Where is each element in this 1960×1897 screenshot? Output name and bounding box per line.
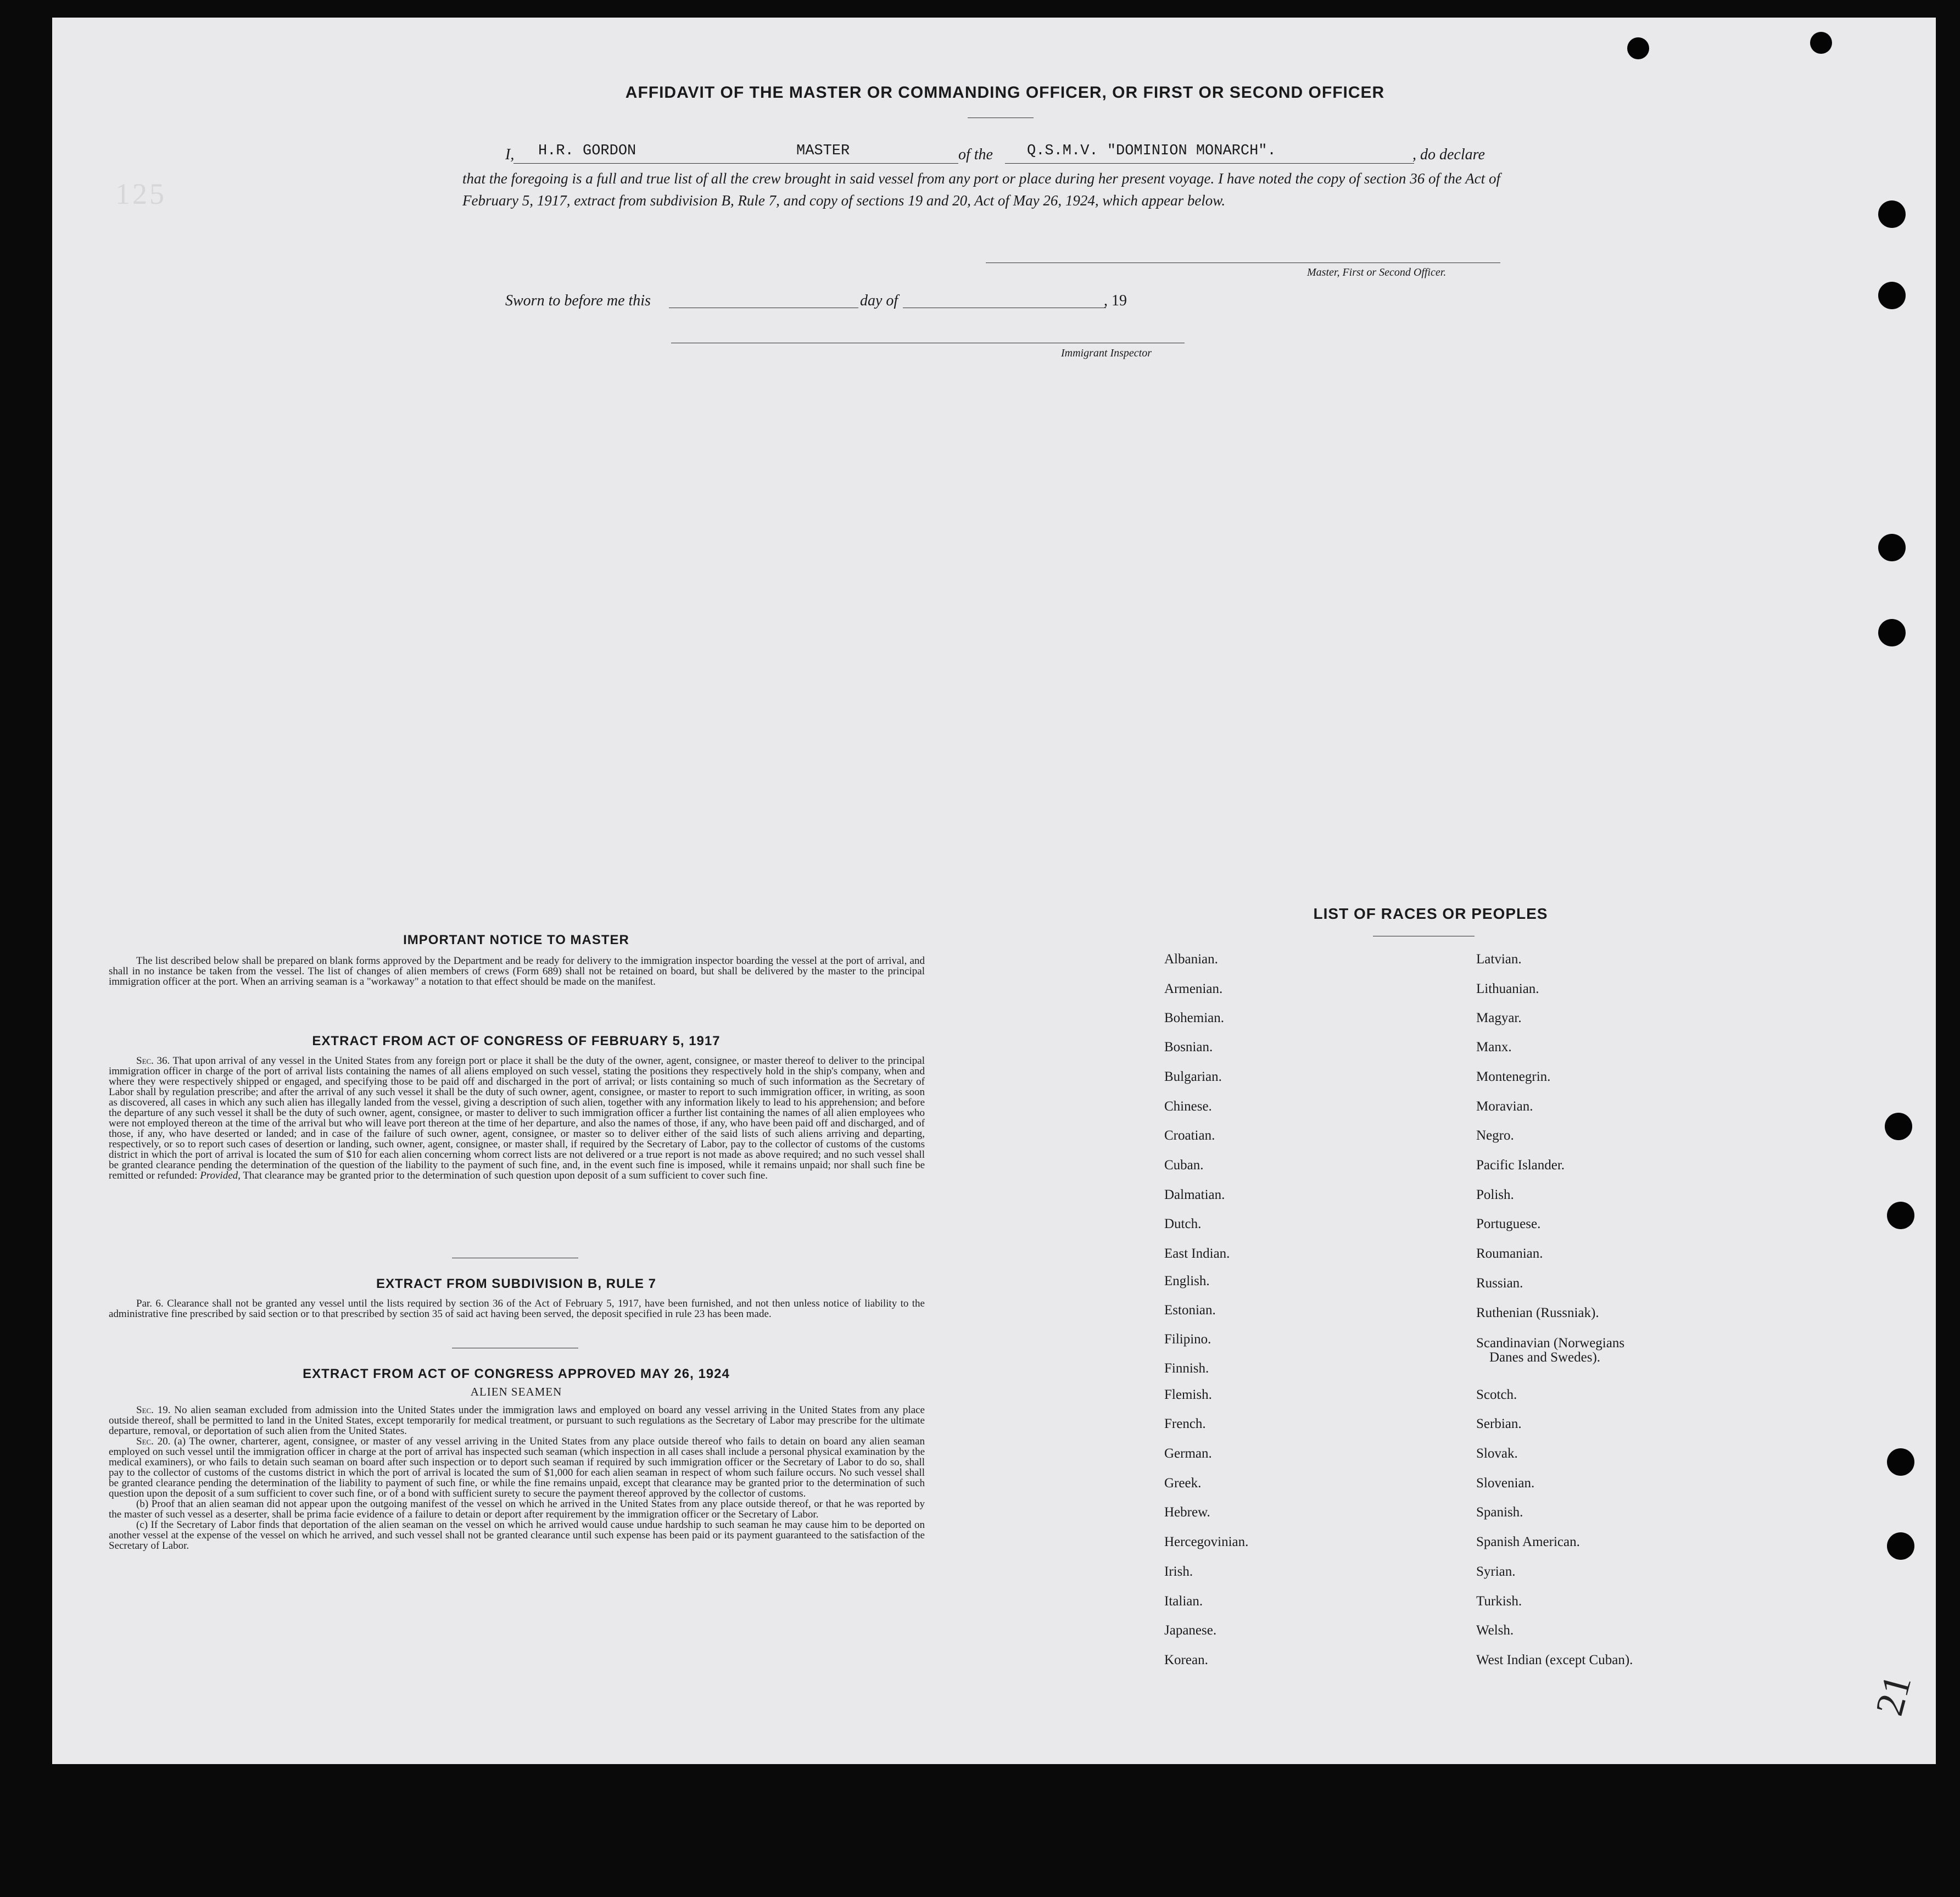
race-item: Flemish. xyxy=(1164,1387,1212,1402)
sec20-label: Sec. 20. xyxy=(136,1436,171,1447)
vessel-line xyxy=(1005,163,1414,164)
punch-hole xyxy=(1810,32,1832,54)
act-1924-sec20a xyxy=(109,1436,925,1499)
sworn-label: Sworn to before me this xyxy=(505,292,651,309)
race-item: Finnish. xyxy=(1164,1361,1209,1376)
act-1924-sec20b: (b) Proof that an alien seaman did not appear upon the outgoing manifest of the vessel on which he arrived in the United States from any place outside thereof, or that he was reported by the master of such vessel as a deserter, shall be prima facie evidence of a failure to detain or deport after requirement by the immigration officer or the Secretary of Labor. xyxy=(109,1498,925,1520)
act-1924-body xyxy=(109,1405,925,1551)
race-item: Croatian. xyxy=(1164,1128,1215,1143)
race-item: English. xyxy=(1164,1274,1210,1288)
race-item: Filipino. xyxy=(1164,1332,1211,1347)
race-item: Estonian. xyxy=(1164,1303,1216,1318)
master-name: H.R. GORDON xyxy=(538,143,636,159)
race-item: Danes and Swedes). xyxy=(1489,1350,1601,1365)
race-item: Slovak. xyxy=(1476,1446,1518,1461)
race-item: Italian. xyxy=(1164,1594,1203,1609)
race-item: German. xyxy=(1164,1446,1212,1461)
act-1924-subtitle: ALIEN SEAMEN xyxy=(470,1385,562,1398)
act-1917-tail: That clearance may be granted prior to the determination of such question upon deposit of a sum sufficient to cover such fine. xyxy=(243,1170,768,1181)
race-item: Polish. xyxy=(1476,1187,1514,1202)
punch-hole xyxy=(1887,1448,1914,1476)
punch-hole xyxy=(1887,1532,1914,1560)
act-1917-provided: Provided, xyxy=(200,1170,241,1181)
inspector-caption: Immigrant Inspector xyxy=(1061,347,1152,359)
handwritten-page-number: 21 xyxy=(1867,1670,1920,1720)
name-line xyxy=(513,163,958,164)
notice-title: IMPORTANT NOTICE TO MASTER xyxy=(403,933,629,947)
master-position: MASTER xyxy=(796,143,850,159)
race-item: Ruthenian (Russniak). xyxy=(1476,1305,1599,1320)
race-item: Serbian. xyxy=(1476,1416,1522,1431)
act-1917-title: EXTRACT FROM ACT OF CONGRESS OF FEBRUARY 5, 1917 xyxy=(312,1034,721,1048)
act-1924-sec20c: (c) If the Secretary of Labor finds that deportation of the alien seaman on the vessel on which he arrived would cause undue hardship to such seaman he may cause him to be deported on another vessel at the expense of the vessel on which he arrived, and such vessel shall not be granted clearance until such expense has been paid or its payment guaranteed to the satisfaction of the Secretary of Labor. xyxy=(109,1519,925,1552)
act-1917-text: That upon arrival of any vessel in the United States from any foreign port or place it shall be the duty of the owner, agent, consignee, or master thereof to deliver to the principal immigration officer in charge of the port of arrival lists containing the names of all aliens employed on such vessel, stating the positions they respectively hold in the ship's company, when and where they were respectively shipped or engaged, and specifying those to be paid off and discharged in the port of arrival; or lists containing so much of such information as the Secretary of Labor shall by regulation prescribe; and after the arrival of any such vessel it shall be the duty of such owner, agent, consignee, or master to report to such immigration officer, in writing, as soon as discovered, all cases in which any such alien has illegally landed from the vessel, giving a description of such alien, together with any information likely to lead to his apprehension; and before the departure of any such vessel it shall be the duty of such owner, agent, consignee, or master to deliver to such immigration officer a further list containing the names of all alien employees who were not employed thereon at the time of the arrival but who will leave port thereon at the time of her departure, and also the names of those, if any, who have been paid off and discharged, and of those, if any, who have deserted or landed; and in case of the failure of such owner, agent, consignee, or master so to deliver either of the said lists of such aliens arriving and departing, respectively, or so to report such cases of desertion or landing, such owner, agent, consignee, or master shall, if required by the Secretary of Labor, pay to the collector of customs of the customs district in which the port of arrival is located the sum of $10 for each alien concerning whom correct lists are not delivered or a true report is not made as above required; and no such vessel shall be granted clearance pending the determination of the question of the liability to the payment of such fine, and, in the event such fine is imposed, while it remains unpaid; nor shall such fine be remitted or refunded: xyxy=(109,1055,925,1181)
act-1924-title: EXTRACT FROM ACT OF CONGRESS APPROVED MAY 26, 1924 xyxy=(303,1366,730,1381)
races-title: LIST OF RACES OR PEOPLES xyxy=(1313,905,1548,922)
race-item: West Indian (except Cuban). xyxy=(1476,1653,1633,1667)
act-1917-body xyxy=(109,1056,925,1181)
race-item: Lithuanian. xyxy=(1476,981,1539,996)
punch-hole xyxy=(1887,1202,1914,1229)
race-item: East Indian. xyxy=(1164,1246,1230,1261)
punch-hole xyxy=(1878,282,1906,309)
sec19-label: Sec. 19. xyxy=(136,1404,171,1416)
affidavit-body: that the foregoing is a full and true list of all the crew brought in said vessel from any port or place during her present voyage. I have noted the copy of section 36 of the Act of February 5, 1917, extract from subdivision B, Rule 7, and copy of sections 19 and 20, Act of May 26, 1924, which appear below. xyxy=(462,170,1500,209)
affidavit-i-label: I, xyxy=(505,146,515,163)
punch-hole xyxy=(1878,534,1906,561)
race-item: Latvian. xyxy=(1476,952,1522,967)
do-declare-label: , do declare xyxy=(1412,146,1485,163)
race-item: Spanish American. xyxy=(1476,1535,1580,1549)
act-1917-section-label: Sec. 36. xyxy=(136,1055,170,1067)
act-1924-sec19 xyxy=(109,1405,925,1436)
of-the-label: of the xyxy=(958,146,993,163)
faint-page-number: 125 xyxy=(115,177,166,210)
race-item: Bohemian. xyxy=(1164,1011,1225,1025)
affidavit-title: AFFIDAVIT OF THE MASTER OR COMMANDING OFFICER, OR FIRST OR SECOND OFFICER xyxy=(625,83,1385,102)
vessel-name: Q.S.M.V. "DOMINION MONARCH". xyxy=(1027,143,1276,159)
race-item: Magyar. xyxy=(1476,1011,1522,1025)
race-item: Russian. xyxy=(1476,1276,1523,1291)
race-item: Turkish. xyxy=(1476,1594,1522,1609)
rule7-body: Par. 6. Clearance shall not be granted any vessel until the lists required by section 36 of the Act of February 5, 1917, have been furnished, and not then unless notice of liability to the administrative fine prescribed by said section or to that prescribed by section 35 of said act having been served, the deposit specified in rule 23 has been made. xyxy=(109,1298,925,1320)
race-item: Scotch. xyxy=(1476,1387,1517,1402)
race-item: Spanish. xyxy=(1476,1505,1523,1520)
race-item: Korean. xyxy=(1164,1653,1208,1667)
punch-hole xyxy=(1885,1113,1912,1140)
sec19-text: No alien seaman excluded from admission into the United States under the immigration laws and employed on board any vessel arriving in the United States from any place outside thereof, shall be permitted to land in the United States, except temporarily for medical treatment, or pursuant to such regulations as the Secretary of Labor may prescribe for the ultimate departure, removal, or deportation of such alien from the United States. xyxy=(109,1404,925,1437)
race-item: Bosnian. xyxy=(1164,1040,1213,1054)
race-item: Montenegrin. xyxy=(1476,1069,1551,1084)
year-label: , 19 xyxy=(1104,292,1127,309)
race-item: Bulgarian. xyxy=(1164,1069,1222,1084)
race-item: Welsh. xyxy=(1476,1623,1514,1638)
race-item: Armenian. xyxy=(1164,981,1223,996)
race-item: Hebrew. xyxy=(1164,1505,1210,1520)
race-item: Hercegovinian. xyxy=(1164,1535,1249,1549)
race-item: Chinese. xyxy=(1164,1099,1212,1114)
race-item: Japanese. xyxy=(1164,1623,1217,1638)
punch-hole xyxy=(1878,619,1906,646)
race-item: Negro. xyxy=(1476,1128,1514,1143)
day-of-label: day of xyxy=(860,292,898,309)
race-item: Scandinavian (Norwegians xyxy=(1476,1336,1625,1351)
race-item: French. xyxy=(1164,1416,1206,1431)
race-item: Dutch. xyxy=(1164,1217,1202,1231)
punch-hole xyxy=(1878,200,1906,228)
race-item: Albanian. xyxy=(1164,952,1218,967)
punch-hole xyxy=(1627,37,1649,59)
notice-body: The list described below shall be prepared on blank forms approved by the Department and be ready for delivery to the immigration inspector boarding the vessel at the port of arrival, and shall in no instance be taken from the vessel. The list of changes of alien members of crews (Form 689) shall not be retained on board, but shall be delivered by the master to the principal immigration officer at the port. When an arriving seaman is a "workaway" a notation to that effect should be made on the manifest. xyxy=(109,955,925,987)
race-item: Moravian. xyxy=(1476,1099,1533,1114)
sec20a-text: (a) The owner, charterer, agent, consignee, or master of any vessel arriving in the United States from any place outside thereof who fails to detain on board any alien seaman employed on such vessel until the immigration officer in charge at the port of arrival has inspected such seaman (which inspection in all cases shall include a personal physical examination by the medical examiners), or who fails to detain such seaman on board after such inspection or to deport such seaman if required by such immigration officer or the Secretary of Labor to do so, shall pay to the collector of customs of the customs district in which the port of arrival is located the sum of $1,000 for each alien seaman in respect of whom such failure occurs. No such vessel shall be granted clearance pending the determination of the liability to payment of such fine, or while the fine remains unpaid, except that clearance may be granted prior to the determination of such question upon the deposit of a sum sufficient to cover such fine, or of a bond with sufficient surety to secure the payment thereof approved by the collector of customs. xyxy=(109,1436,925,1499)
race-item: Syrian. xyxy=(1476,1564,1516,1579)
race-item: Dalmatian. xyxy=(1164,1187,1225,1202)
signature-caption: Master, First or Second Officer. xyxy=(1307,266,1447,278)
race-item: Irish. xyxy=(1164,1564,1193,1579)
race-item: Cuban. xyxy=(1164,1158,1204,1173)
race-item: Slovenian. xyxy=(1476,1476,1535,1491)
rule7-title: EXTRACT FROM SUBDIVISION B, RULE 7 xyxy=(376,1276,657,1291)
race-item: Pacific Islander. xyxy=(1476,1158,1565,1173)
race-item: Greek. xyxy=(1164,1476,1202,1491)
race-item: Roumanian. xyxy=(1476,1246,1543,1261)
race-item: Manx. xyxy=(1476,1040,1512,1054)
race-item: Portuguese. xyxy=(1476,1217,1541,1231)
